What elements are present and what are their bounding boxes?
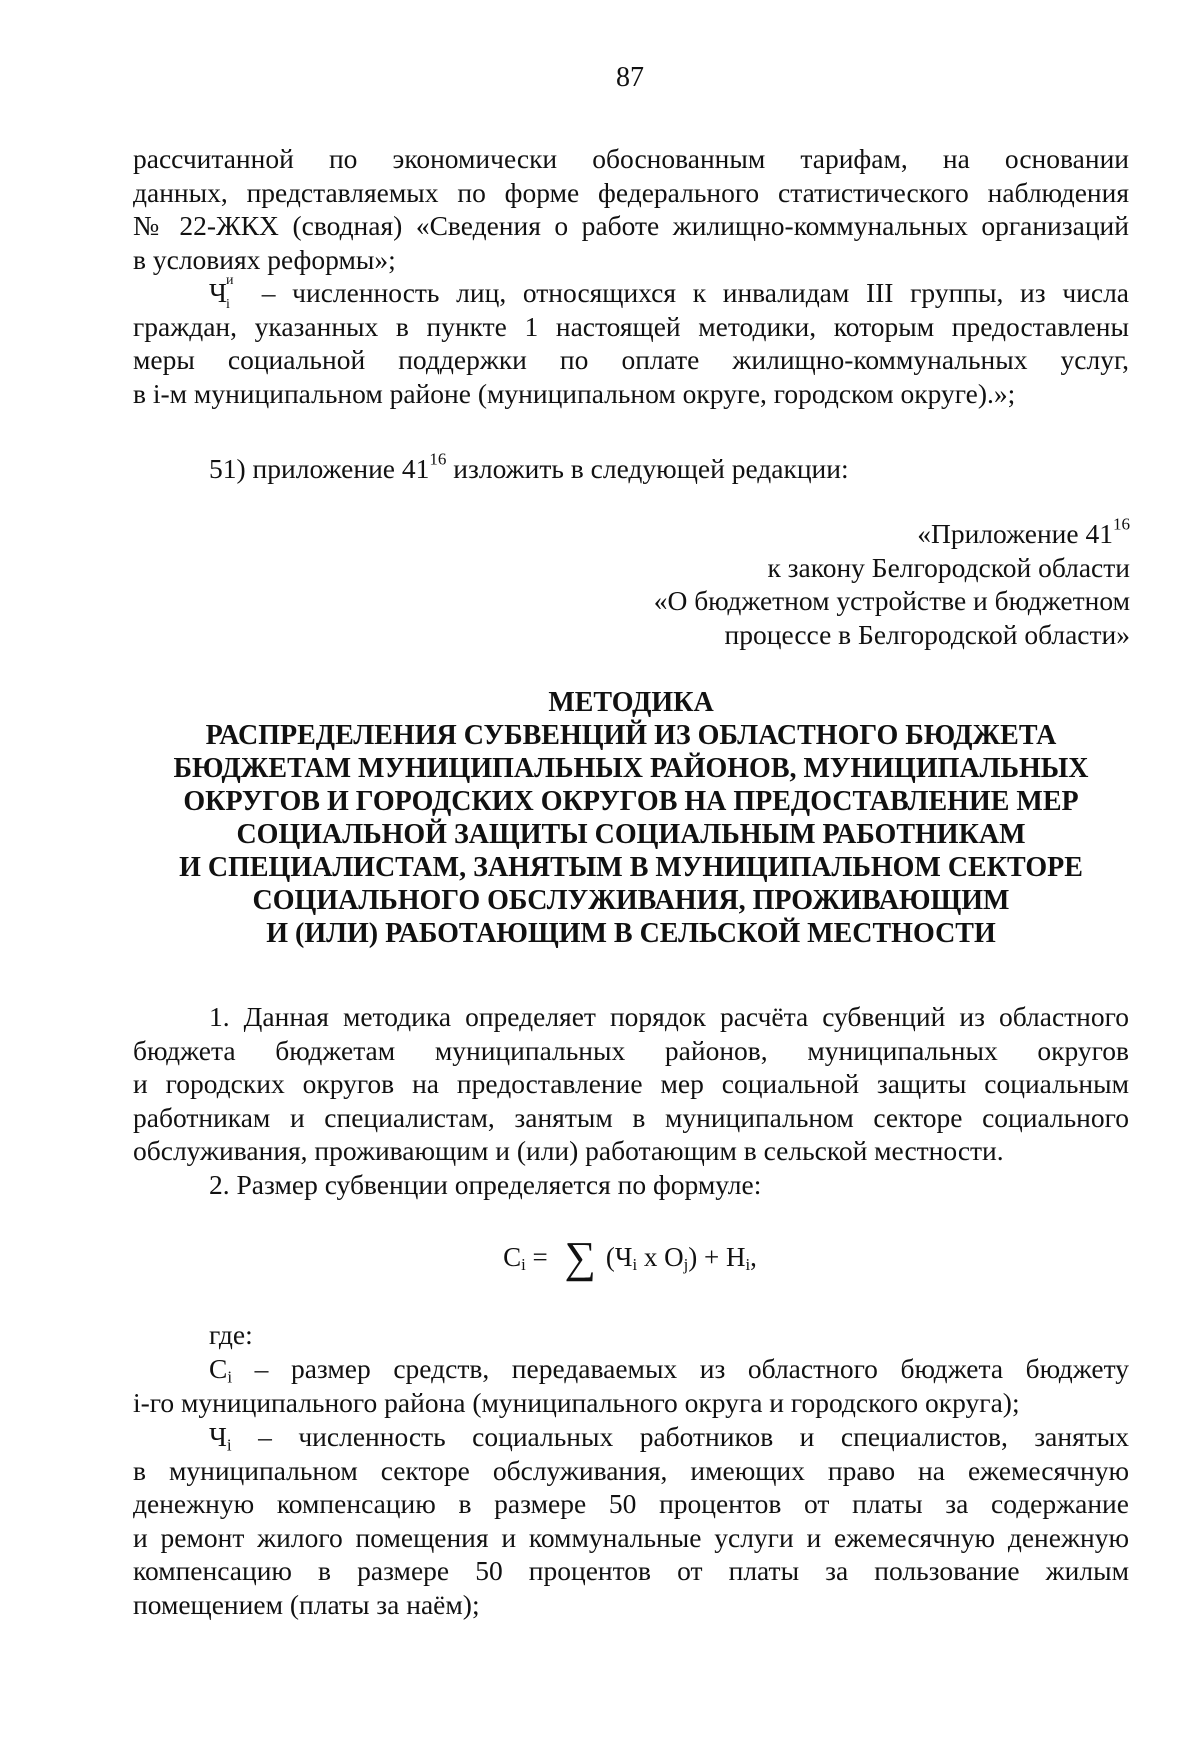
- text-line: в условиях реформы»;: [133, 243, 396, 275]
- definition-ch: [133, 1420, 1129, 1621]
- text-line: № 22-ЖКХ (сводная) «Сведения о работе жилищно-коммунальных организаций: [133, 210, 1129, 241]
- text-line: в i-м муниципальном районе (муниципальном округе, городском округе).»;: [133, 377, 1016, 409]
- text-line: 2. Размер субвенции определяется по формуле:: [209, 1169, 762, 1200]
- text-line: помещением (платы за наём);: [133, 1588, 480, 1620]
- item-1: [133, 1000, 1129, 1168]
- text-line: компенсацию в размере 50 процентов от платы за пользование жилым: [133, 1555, 1129, 1586]
- subvention-formula: $C_i$ = ∑ ($Ч_i$ x $O_j) + H_i$,: [503, 1233, 757, 1282]
- title-line: МЕТОДИКА: [548, 687, 714, 718]
- text-line: работникам и специалистам, занятым в муниципальном секторе социального: [133, 1101, 1129, 1133]
- text-line: $Ч_i$ – численность социальных работников и специалистов, занятых: [209, 1421, 1129, 1455]
- text-line: в муниципальном секторе обслуживания, имеющих право на ежемесячную: [133, 1454, 1129, 1486]
- text-line: денежную компенсацию в размере 50 процентов от платы за содержание: [133, 1488, 1129, 1519]
- text-line: и ремонт жилого помещения и коммунальные услуги и ежемесячную денежную: [133, 1521, 1129, 1553]
- paragraph-amendment-51: [133, 449, 1129, 486]
- variable-symbol: Ч и i: [209, 273, 234, 312]
- title-line: СОЦИАЛЬНОЙ ЗАЩИТЫ СОЦИАЛЬНЫМ РАБОТНИКАМ: [236, 819, 1026, 850]
- text-line: $C_i$ – размер средств, передаваемых из областного бюджета бюджету: [209, 1353, 1129, 1387]
- text-line: рассчитанной по экономически обоснованным тарифам, на основании: [133, 143, 1129, 174]
- text-line: i-го муниципального района (муниципального округа и городского округа);: [133, 1386, 1020, 1418]
- title-line: БЮДЖЕТАМ МУНИЦИПАЛЬНЫХ РАЙОНОВ, МУНИЦИПАЛЬНЫХ: [173, 753, 1089, 784]
- title-line: И (ИЛИ) РАБОТАЮЩИМ В СЕЛЬСКОЙ МЕСТНОСТИ: [266, 918, 996, 949]
- methodology-title: [133, 686, 1129, 950]
- text-line: Ч и i – численность лиц, относящихся к инвалидам III группы, из числа: [209, 273, 1130, 312]
- paragraph-tariffs: [133, 142, 1129, 276]
- text-line: и городских округов на предоставление мер социальной защиты социальным: [133, 1068, 1129, 1099]
- item-2: [133, 1168, 1129, 1202]
- text-line: бюджета бюджетам муниципальных районов, муниципальных округов: [133, 1034, 1129, 1066]
- text-line: 1. Данная методика определяет порядок расчёта субвенций из областного: [209, 1001, 1129, 1032]
- appendix-line: «Приложение $41^{16}$: [917, 514, 1130, 549]
- text-line: граждан, указанных в пункте 1 настоящей методики, которым предоставлены: [133, 310, 1129, 342]
- appendix-line: к закону Белгородской области: [767, 551, 1130, 583]
- text-line: меры социальной поддержки по оплате жилищно-коммунальных услуг,: [133, 344, 1129, 375]
- appendix-line: «О бюджетном устройстве и бюджетном: [653, 585, 1130, 616]
- sum-symbol: ∑: [564, 1233, 596, 1282]
- appendix-reference: [653, 514, 1130, 651]
- where-label: где:: [209, 1319, 253, 1350]
- text-line: данных, представляемых по форме федерального статистического наблюдения: [133, 176, 1129, 208]
- appendix-line: процессе в Белгородской области»: [724, 618, 1130, 650]
- title-line: И СПЕЦИАЛИСТАМ, ЗАНЯТЫМ В МУНИЦИПАЛЬНОМ СЕКТОРЕ: [179, 852, 1083, 883]
- text-line: обслуживания, проживающим и (или) работающим в сельской местности.: [133, 1135, 1004, 1166]
- title-line: СОЦИАЛЬНОГО ОБСЛУЖИВАНИЯ, ПРОЖИВАЮЩИМ: [252, 885, 1010, 916]
- page-number: 87: [616, 62, 644, 93]
- text-line: 51) приложение $41^{16}$ изложить в следующей редакции:: [209, 449, 849, 484]
- paragraph-disabled-count: [133, 273, 1130, 410]
- title-line: ОКРУГОВ И ГОРОДСКИХ ОКРУГОВ НА ПРЕДОСТАВЛЕНИЕ МЕР: [183, 786, 1079, 817]
- definition-c: [133, 1352, 1129, 1419]
- title-line: РАСПРЕДЕЛЕНИЯ СУБВЕНЦИЙ ИЗ ОБЛАСТНОГО БЮДЖЕТА: [205, 720, 1057, 751]
